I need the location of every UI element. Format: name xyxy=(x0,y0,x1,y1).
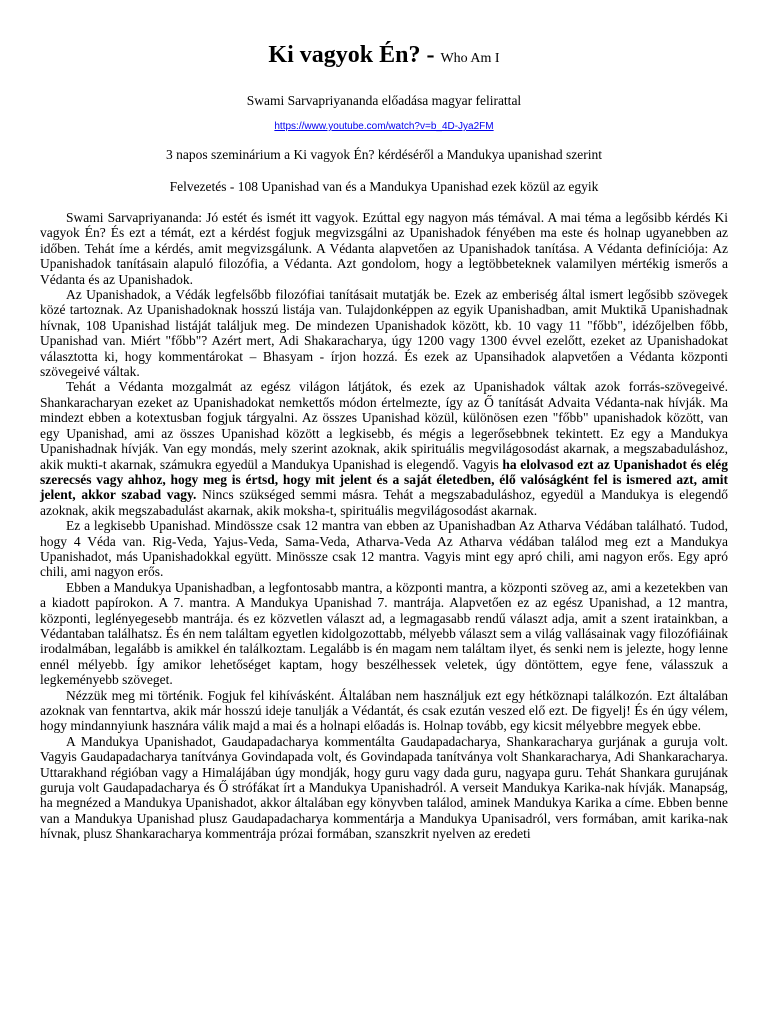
title-main: Ki vagyok Én? - xyxy=(268,42,441,68)
paragraph-5: Ebben a Mandukya Upanishadban, a legfontosabb mantra, a központi mantra, a központi szöveg az, ami a kezetekben van a kiadott papírokon. A 7. mantra. A Mandukya Upanishad 7. mantrája. Alapvetően ez az egész Upanishad, a 12 mantra, központi, leglényegesebb mantrája. és ez közvetlen választ ad, a legmagasabb rendű választ adja, amit a szent iratainkban, a Védantaban találhatsz. És én nem találtam egyetlen kidolgozottabb, mélyebb választ sem a világ vallásainak vagy filozófiáinak irodalmában, legalább is amikkel én találkoztam. Legalább is én magam nem találtam ilyet, és senki nem is jelezte, hogy lenne ennél mélyebb. Így amikor lehetőséget kaptam, hogy beszélhessek veletek, úgy döntöttem, egye fene, válasszuk a legkeményebb szöveget. xyxy=(40,579,728,688)
paragraph-3 xyxy=(40,379,728,518)
paragraph-2: Az Upanishadok, a Védák legfelsőbb filozófiai tanításait mutatják be. Ezek az emberiség által ismert legősibb szövegek közé tartoznak. Az Upanishadoknak hosszú listája van. Tulajdonképpen az egyik Upanishadban, amit Muktikā Upanishadnak hívnak, 108 Upanishad listáját találjuk meg. De mindezen Upanishadok között, kb. 10 vagy 11 "főbb", idézőjelben főbb, Upanishad van. Miért "főbb"? Azért mert, Adi Shakaracharya, úgy 1200 vagy 1300 évvel ezelőtt, ezeket az Upanishadokat választotta ki, hogy kommentárokat – Bhasyam - írjon hozzá. És ezek az Upansihadok alapvetően a Védanta központi szövegeivé váltak. xyxy=(40,287,728,380)
lecture-subtitle: Swami Sarvapriyananda előadása magyar felirattal xyxy=(246,93,522,108)
paragraph-7: A Mandukya Upanishadot, Gaudapadacharya kommentálta Gaudapadacharya, Shankaracharya gurjának a guruja volt. Vagyis Gaudapadacharya tanítványa Govindapada volt, és Govindapada tanítványa volt Shankaracharya, Adi Shankaracharya. Uttarakhand régióban vagy a Himalájában úgy mondják, hogy guru vagy dada guru, nagyapa guru. Tehát Shankara gurujának guruja volt Gaudapadacharya és Ő strófákat írt a Mandukya Upanishadról. A verseit Mandukya Karika-nak hívják. Manapság, ha megnézed a Mandukya Upanishadot, akkor általában egy könyvben találod, aminek Mandukya Karika a címe. Ebben benne van a Mandukya Upanishad plusz Gaudapadacharya kommentárja a Mandukya Upanisadról, vers formában, amit karika-nak hívnak, plusz Shankaracharya kommentrája prózai formában, szanszkrit nyelven az eredeti xyxy=(40,733,728,842)
youtube-link[interactable]: https://www.youtube.com/watch?v=b_4D-Jya2FM xyxy=(274,121,494,132)
paragraph-6: Nézzük meg mi történik. Fogjuk fel kihívásként. Általában nem használjuk ezt egy hétköznapi találkozón. Ezt általában azoknak van fenntartva, akik már hosszú ideje tanulják a Védantát, és csak ezután veszed elő ezt. De figyelj! És én úgy vélem, hogy mindannyiunk hasznára válik majd a mai és a holnapi előadás is. Holnap tovább, egy kicsit mélyebbre megyek ebbe. xyxy=(40,687,728,734)
page-title xyxy=(40,34,728,76)
paragraph-1: Swami Sarvapriyananda: Jó estét és ismét itt vagyok. Ezúttal egy nagyon más témával. A mai téma a legősibb kérdés Ki vagyok Én? És ezt a témát, ezt a kérdést fogjuk megvizsgálni az Upanishadok fényében ma este és holnap ugyanebben az időben. Tehát íme a kérdés, amit megvizsgálunk. A Védanta alapvetően az Upanishadok tanítása. A Védanta definíciója: Az Upanishadok tanításain alapuló filozófia, a Védanta. Azt gondolom, hogy a legtöbbeteknek valamilyen mértékig ismerős a Védanta és az Upanishadok. xyxy=(40,210,728,287)
paragraph-4: Ez a legkisebb Upanishad. Mindössze csak 12 mantra van ebben az Upanishadban Az Atharva Védában található. Tudod, hogy 4 Véda van. Rig-Veda, Yajus-Veda, Sama-Veda, Atharva-Veda Az Atharva védában találod meg ezt a Mandukya Upanishadot, más Upanishadokkal együtt. Minössze csak 12 mantra. Vagyis mint egy apró chili, ami nagyon erős. Egy apró chili, ami nagyon erős. xyxy=(40,518,728,580)
intro-heading: Felvezetés - 108 Upanishad van és a Mandukya Upanishad ezek közül az egyik xyxy=(169,179,599,194)
title-english: Who Am I xyxy=(440,51,500,66)
paragraph-3-text-c: Nincs szükséged semmi másra. Tehát a megszabaduláshoz, egyedül a Mandukya is elegendő azoknak, akik megszabadulást akarnak, akik moksha-t, spirituális megvilágosodást akarnak. xyxy=(40,487,729,518)
paragraph-3-text-a: Tehát a Védanta mozgalmát az egész világon látjátok, és ezek az Upanishadok váltak azok forrás-szövegeivé. Shankaracharyan ezeket az Upanishadokat nemkettős módon értelmezte, így az Ő tanítását Advaita Védanta-nak hívják. Ma mindezt ebben a kotextusban fogjuk tárgyalni. Az összes Upanishad közül, különösen ezen "főbb" upanishadok között, van egy Upanishad, ami az összes Upanishad között a legkisebb, és mégis a legerősebbnek tekintett. Ez egy a Mandukya Upanishadnak hívják. Van egy mondás, mely szerint azoknak, akik spirituális megvilágosodást akarnak, a megszabaduláshoz, akik mukti-t akarnak, számukra egyedül a Mandukya Upanishad is elegendő. Vagyis xyxy=(40,379,728,472)
seminar-line: 3 napos szeminárium a Ki vagyok Én? kérdéséről a Mandukya upanishad szerint xyxy=(166,147,602,162)
paragraph-3-bold-text: ha elolvasod ezt az Upanishadot és elég szerecsés vagy ahhoz, hogy meg is értsd, hogy mit jelent és a saját életedben, élő valóságként fel is ismered azt, amit jelent, akkor szabad vagy. xyxy=(40,456,728,503)
video-link-line xyxy=(40,116,728,134)
transcript-body xyxy=(40,210,728,842)
